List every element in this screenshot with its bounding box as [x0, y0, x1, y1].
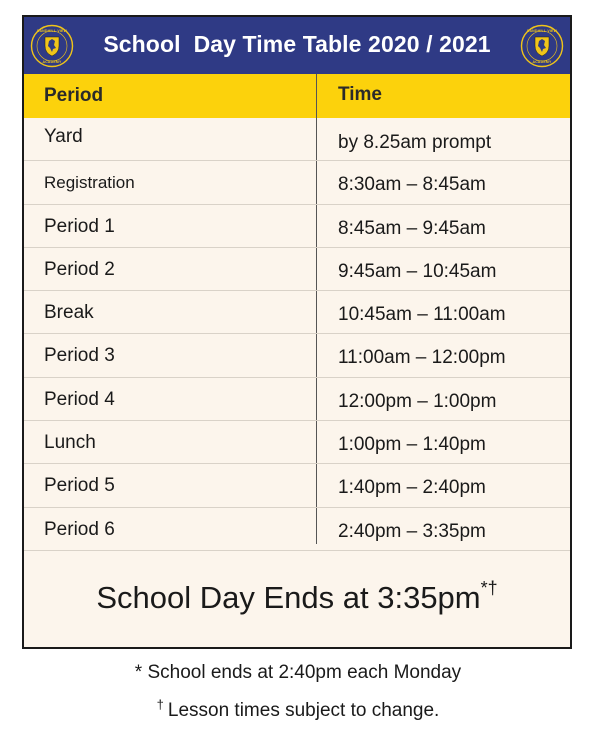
period-cell: Break	[44, 302, 94, 324]
period-cell: Period 4	[44, 388, 115, 410]
table-row	[24, 161, 570, 204]
period-cell: Period 6	[44, 518, 115, 540]
footnote-marks: *†	[480, 578, 498, 598]
time-cell: 10:45am – 11:00am	[338, 304, 506, 326]
dagger-mark: †	[156, 697, 164, 712]
footnote-text: Lesson times subject to change.	[167, 700, 440, 721]
table-row	[24, 334, 570, 377]
time-cell: 1:00pm – 1:40pm	[338, 434, 486, 456]
period-cell: Period 3	[44, 345, 115, 367]
table-row	[24, 291, 570, 334]
crest-name-bottom: ACADEMY	[532, 60, 552, 64]
time-cell: 8:45am – 9:45am	[338, 217, 486, 239]
time-cell: 9:45am – 10:45am	[338, 260, 497, 282]
table-row	[24, 378, 570, 421]
crest-name-top: SANDHILL VIEW	[526, 29, 558, 33]
school-day-ends-text: School Day Ends at 3:35pm	[96, 580, 481, 615]
table-row	[24, 205, 570, 248]
crest-name-bottom: ACADEMY	[42, 60, 62, 64]
period-cell: Period 2	[44, 258, 115, 280]
timetable-rows	[24, 118, 570, 551]
table-row	[24, 248, 570, 291]
period-cell: Lunch	[44, 432, 96, 454]
footnote-subject-to-change	[0, 697, 596, 722]
column-header-period: Period	[44, 85, 104, 106]
time-cell: by 8.25am prompt	[338, 132, 492, 153]
table-row	[24, 464, 570, 507]
table-row	[24, 118, 570, 161]
page-title: School Day Time Table 2020 / 2021	[103, 31, 491, 57]
time-cell: 8:30am – 8:45am	[338, 174, 486, 196]
table-row	[24, 421, 570, 464]
school-day-ends	[24, 580, 570, 616]
timetable-header	[24, 17, 570, 74]
period-cell: Yard	[44, 126, 83, 147]
timetable-card	[22, 15, 572, 649]
time-cell: 2:40pm – 3:35pm	[338, 520, 486, 542]
footnote-monday: * School ends at 2:40pm each Monday	[134, 662, 462, 683]
column-header-row	[24, 74, 570, 118]
school-crest-icon	[520, 24, 564, 68]
period-cell: Period 5	[44, 475, 115, 497]
time-cell: 12:00pm – 1:00pm	[338, 390, 497, 412]
period-cell: Registration	[44, 173, 135, 193]
table-row	[24, 508, 570, 551]
column-header-time: Time	[338, 84, 383, 105]
period-cell: Period 1	[44, 215, 115, 237]
time-cell: 11:00am – 12:00pm	[338, 347, 506, 369]
crest-name-top: SANDHILL VIEW	[36, 29, 68, 33]
time-cell: 1:40pm – 2:40pm	[338, 477, 486, 499]
